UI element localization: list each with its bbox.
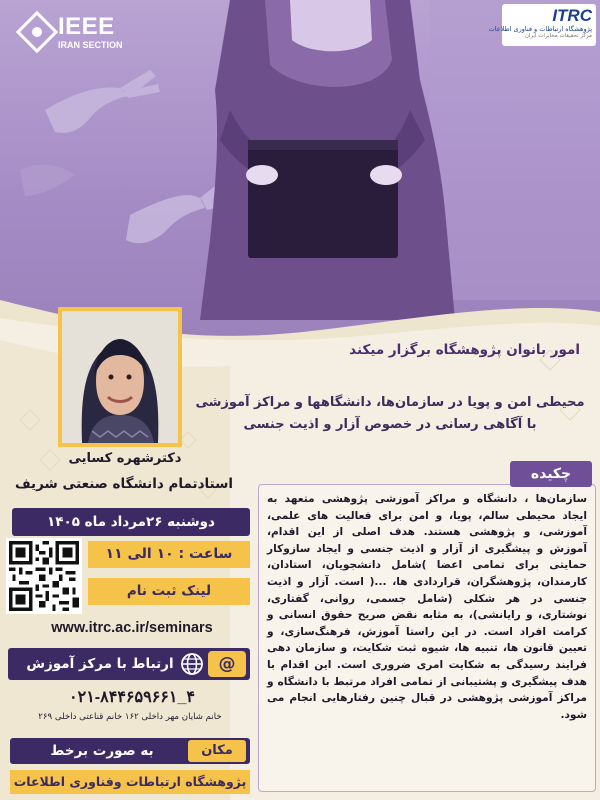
organizer-line: امور بانوان پژوهشگاه برگزار میکند [349,342,580,358]
contact-band [8,648,250,680]
location-band [10,738,250,764]
itrc-logo [488,4,596,46]
abstract-text: سازمان‌ها ، دانشگاه و مراکز آموزشی پژوهشی متعهد به ایجاد محیطی سالم، پویا، و امن برای فعالیت های علمی، آموزشی، و پژوهشی هستند. هدف اصلی از این اقدام، آموزش و پیشگیری از آزار و اذیت جنسی و ایجاد سازوکار حمایتی برای تمامی اعضا )شامل دانشجویان، استادان، کارمندان، پژوهشگران، قراردادی ها، ...( است. آزار و اذیت جنسی در هر شکلی (شامل جسمی، روانی، گفتاری، نوشتاری، و رایانشی)، به مثابه نقض صریح حقوق انسانی و کرامت افراد است. در این راستا آموزش، فرهنگ‌سازی، و تعیین قانون ها، تنبیه ها، شیوه ثبت شکایت، و سازمان دهی فرایند رسیدگی به شکایت امری ضروری است. این اقدام با هدف پیشگیری و پشتیبانی از تمامی افراد مرتبط با دانشگاه و مراکز آموزشی پژوهشی در قبال چنین رفتارهایی انجام می شود. [267,493,587,721]
contact-phone[interactable]: ۰۲۱-۸۴۴۶۵۹۶۶۱_۴ [69,689,195,706]
seminar-title [195,392,585,440]
speaker-portrait [58,307,182,447]
speaker-role: استادتمام دانشگاه صنعتی شریف [14,476,233,492]
website-link[interactable]: www.itrc.ac.ir/seminars [51,620,213,636]
register-link[interactable]: لینک ثبت نام [88,578,250,605]
itrc-subtitle: پژوهشگاه ارتباطات و فناوری اطلاعات [488,25,592,33]
ieee-diamond-icon [16,11,58,53]
ieee-name: IEEE [58,12,115,40]
location-value: به صورت برخط [50,743,154,759]
header-banner [0,0,600,340]
qr-code-icon[interactable] [6,538,82,614]
event-date: دوشنبه ۲۶مرداد ماه ۱۴۰۵ [12,508,250,536]
speaker-name: دکترشهره کسایی [68,451,182,466]
event-time: ساعت : ۱۰ الی ۱۱ [88,541,250,568]
abstract-label: چکیده [510,461,592,487]
location-label: مکان [188,740,246,762]
globe-icon [180,652,204,676]
contact-label: ارتباط با مرکز آموزش [26,656,174,672]
abstract-box [258,484,596,792]
at-icon: @ [208,651,246,677]
seminar-title-line-1: محیطی امن و پویا در سازمان‌ها، دانشگاهها و مراکز آموزشی [195,395,585,410]
seminar-title-line-2: با آگاهی رسانی در خصوص آزار و اذیت جنسی [243,417,537,432]
contact-extensions: خانم شایان مهر داخلی ۱۶۲ خانم قناعتی داخلی ۲۶۹ [38,712,222,722]
ieee-logo [22,8,142,56]
itrc-subtitle-2: مرکز تحقیقات مخابرات ایران [524,33,592,39]
venue-name: پژوهشگاه ارتباطات وفناوری اطلاعات [10,770,250,794]
ieee-section: IRAN SECTION [58,39,123,50]
itrc-name: ITRC [552,6,592,25]
